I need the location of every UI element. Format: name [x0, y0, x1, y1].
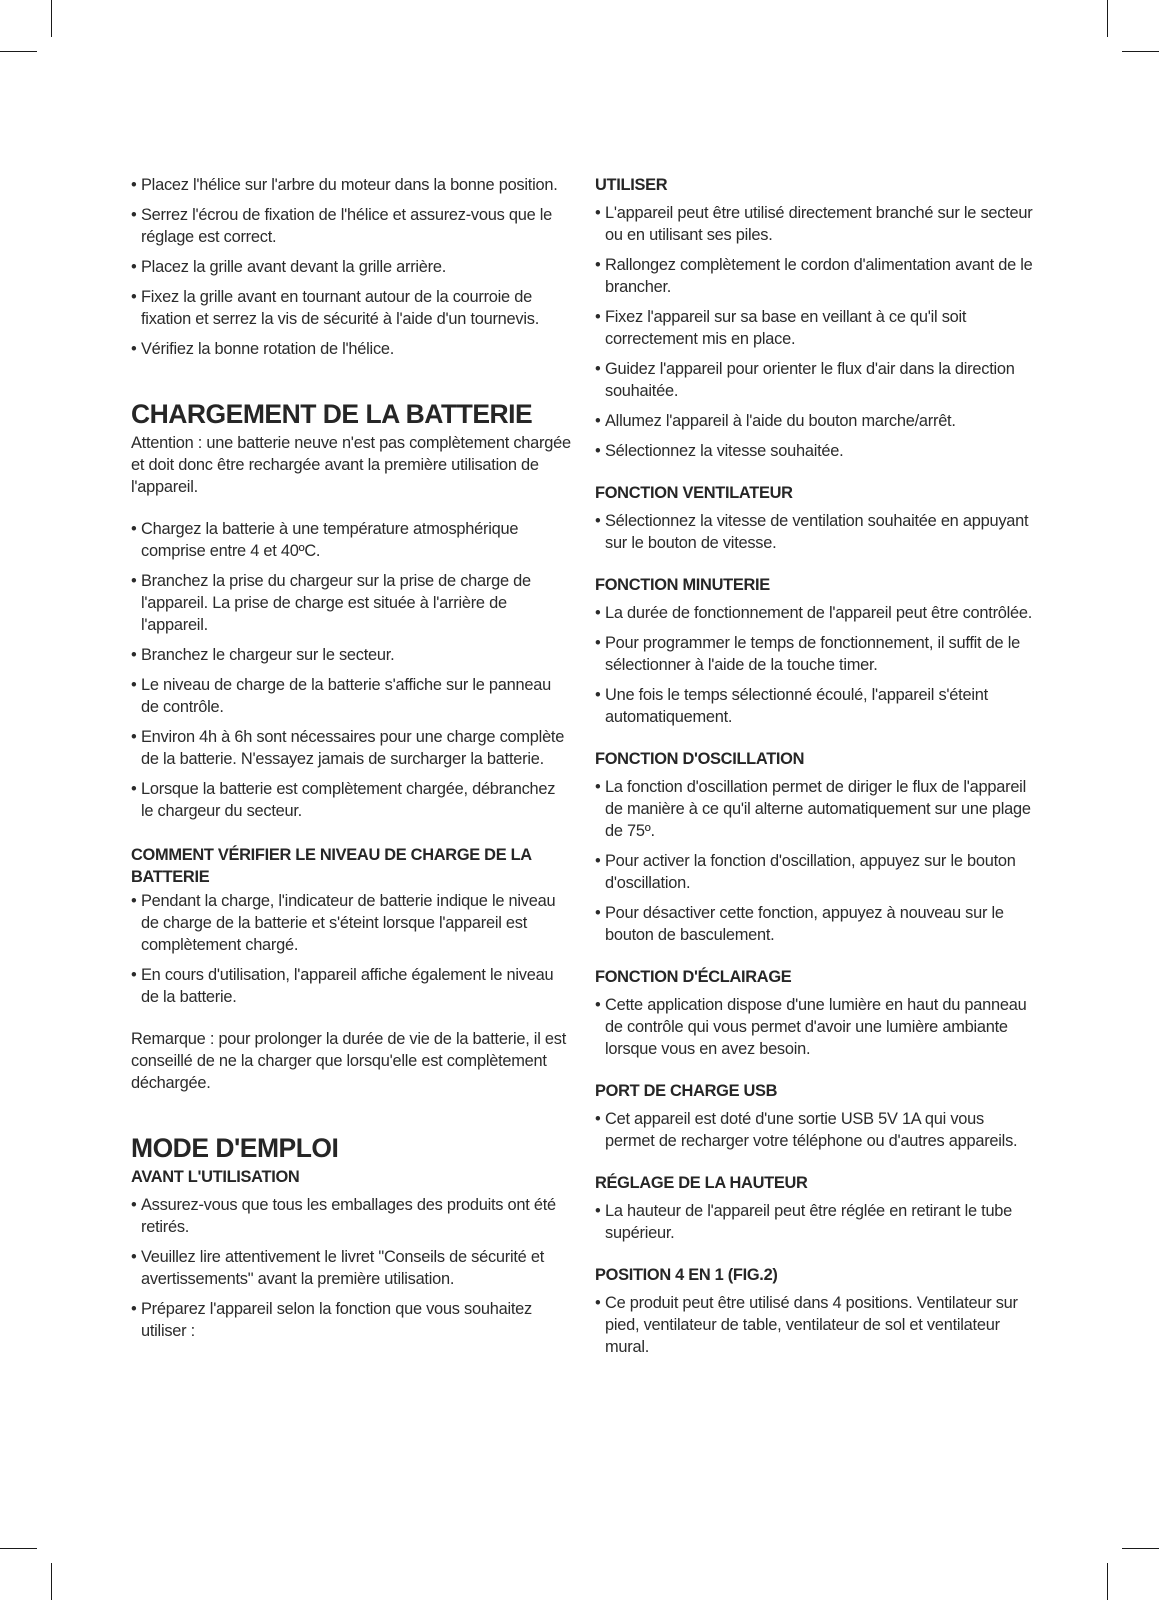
oscillation-function-heading: FONCTION D'OSCILLATION	[595, 750, 805, 768]
oscillation-function-list	[595, 776, 1035, 946]
position-list	[595, 1292, 1035, 1358]
usb-port-list	[595, 1108, 1035, 1152]
list-item: • Branchez le chargeur sur le secteur.	[131, 644, 571, 666]
list-item: • Veuillez lire attentivement le livret "Conseils de sécurité et avertissements" avant la première utilisation.	[131, 1246, 571, 1290]
list-item: • La fonction d'oscillation permet de diriger le flux de l'appareil de manière à ce qu'il alterne automatiquement sur une plage de 75º.	[595, 776, 1035, 842]
charging-attention: Attention : une batterie neuve n'est pas complètement chargée et doit donc être rechargée avant la première utilisation de l'appareil.	[131, 434, 571, 496]
charging-list	[131, 518, 571, 822]
use-heading: UTILISER	[595, 176, 668, 194]
list-item: • Pendant la charge, l'indicateur de batterie indique le niveau de charge de la batterie et s'éteint lorsque l'appareil est complètement chargé.	[131, 890, 571, 956]
list-item: • Une fois le temps sélectionné écoulé, l'appareil s'éteint automatiquement.	[595, 684, 1035, 728]
light-function-heading: FONCTION D'ÉCLAIRAGE	[595, 968, 792, 986]
list-item: • Le niveau de charge de la batterie s'affiche sur le panneau de contrôle.	[131, 674, 571, 718]
list-item: • Pour programmer le temps de fonctionnement, il suffit de le sélectionner à l'aide de la touche timer.	[595, 632, 1035, 676]
list-item: • Cet appareil est doté d'une sortie USB 5V 1A qui vous permet de recharger votre téléphone ou d'autres appareils.	[595, 1108, 1035, 1152]
battery-remark: Remarque : pour prolonger la durée de vie de la batterie, il est conseillé de ne la charger que lorsqu'elle est complètement déchargée.	[131, 1030, 567, 1092]
crop-mark-top-right-v	[1107, 0, 1108, 37]
assembly-list	[131, 174, 571, 360]
list-item: • La hauteur de l'appareil peut être réglée en retirant le tube supérieur.	[595, 1200, 1035, 1244]
list-item: • Placez la grille avant devant la grille arrière.	[131, 256, 571, 278]
fan-function-list	[595, 510, 1035, 554]
check-level-heading: COMMENT VÉRIFIER LE NIVEAU DE CHARGE DE LA BATTERIE	[131, 846, 532, 886]
crop-mark-top-left-v	[51, 0, 52, 37]
list-item: • Pour désactiver cette fonction, appuyez à nouveau sur le bouton de basculement.	[595, 902, 1035, 946]
height-adjust-list	[595, 1200, 1035, 1244]
height-adjust-heading: RÉGLAGE DE LA HAUTEUR	[595, 1174, 808, 1192]
list-item: • Fixez l'appareil sur sa base en veillant à ce qu'il soit correctement mis en place.	[595, 306, 1035, 350]
list-item: • Sélectionnez la vitesse de ventilation souhaitée en appuyant sur le bouton de vitesse.	[595, 510, 1035, 554]
list-item: • La durée de fonctionnement de l'appareil peut être contrôlée.	[595, 602, 1035, 624]
light-function-list	[595, 994, 1035, 1060]
usb-port-heading: PORT DE CHARGE USB	[595, 1082, 778, 1100]
list-item: • Ce produit peut être utilisé dans 4 positions. Ventilateur sur pied, ventilateur de table, ventilateur de sol et ventilateur mural.	[595, 1292, 1035, 1358]
list-item: • Lorsque la batterie est complètement chargée, débranchez le chargeur du secteur.	[131, 778, 571, 822]
crop-mark-bottom-left-v	[51, 1563, 52, 1600]
list-item: • Chargez la batterie à une température atmosphérique comprise entre 4 et 40ºC.	[131, 518, 571, 562]
list-item: • Cette application dispose d'une lumière en haut du panneau de contrôle qui vous permet d'avoir une lumière ambiante lorsque vous en avez besoin.	[595, 994, 1035, 1060]
list-item: • Fixez la grille avant en tournant autour de la courroie de fixation et serrez la vis de sécurité à l'aide d'un tournevis.	[131, 286, 571, 330]
crop-mark-bottom-right-v	[1107, 1563, 1108, 1600]
fan-function-heading: FONCTION VENTILATEUR	[595, 484, 793, 502]
list-item: • Guidez l'appareil pour orienter le flux d'air dans la direction souhaitée.	[595, 358, 1035, 402]
list-item: • Assurez-vous que tous les emballages des produits ont été retirés.	[131, 1194, 571, 1238]
list-item: • En cours d'utilisation, l'appareil affiche également le niveau de la batterie.	[131, 964, 571, 1008]
list-item: • Sélectionnez la vitesse souhaitée.	[595, 440, 1035, 462]
before-use-list	[131, 1194, 571, 1342]
list-item: • Serrez l'écrou de fixation de l'hélice et assurez-vous que le réglage est correct.	[131, 204, 571, 248]
timer-function-list	[595, 602, 1035, 728]
usage-heading: MODE D'EMPLOI	[131, 1133, 339, 1163]
crop-mark-top-left-h	[0, 51, 37, 52]
use-list	[595, 202, 1035, 462]
list-item: • Préparez l'appareil selon la fonction que vous souhaitez utiliser :	[131, 1298, 571, 1342]
list-item: • Pour activer la fonction d'oscillation, appuyez sur le bouton d'oscillation.	[595, 850, 1035, 894]
crop-mark-top-right-h	[1122, 51, 1159, 52]
list-item: • L'appareil peut être utilisé directement branché sur le secteur ou en utilisant ses piles.	[595, 202, 1035, 246]
left-column	[131, 174, 571, 1350]
list-item: • Allumez l'appareil à l'aide du bouton marche/arrêt.	[595, 410, 1035, 432]
list-item: • Rallongez complètement le cordon d'alimentation avant de le brancher.	[595, 254, 1035, 298]
list-item: • Placez l'hélice sur l'arbre du moteur dans la bonne position.	[131, 174, 571, 196]
check-level-list	[131, 890, 571, 1008]
crop-mark-bottom-left-h	[0, 1548, 37, 1549]
position-heading: POSITION 4 EN 1 (FIG.2)	[595, 1266, 778, 1284]
crop-mark-bottom-right-h	[1122, 1548, 1159, 1549]
before-use-heading: AVANT L'UTILISATION	[131, 1168, 300, 1186]
right-column	[595, 174, 1035, 1366]
list-item: • Vérifiez la bonne rotation de l'hélice.	[131, 338, 571, 360]
charging-heading: CHARGEMENT DE LA BATTERIE	[131, 399, 533, 429]
timer-function-heading: FONCTION MINUTERIE	[595, 576, 770, 594]
list-item: • Environ 4h à 6h sont nécessaires pour une charge complète de la batterie. N'essayez jamais de surcharger la batterie.	[131, 726, 571, 770]
list-item: • Branchez la prise du chargeur sur la prise de charge de l'appareil. La prise de charge est située à l'arrière de l'appareil.	[131, 570, 571, 636]
